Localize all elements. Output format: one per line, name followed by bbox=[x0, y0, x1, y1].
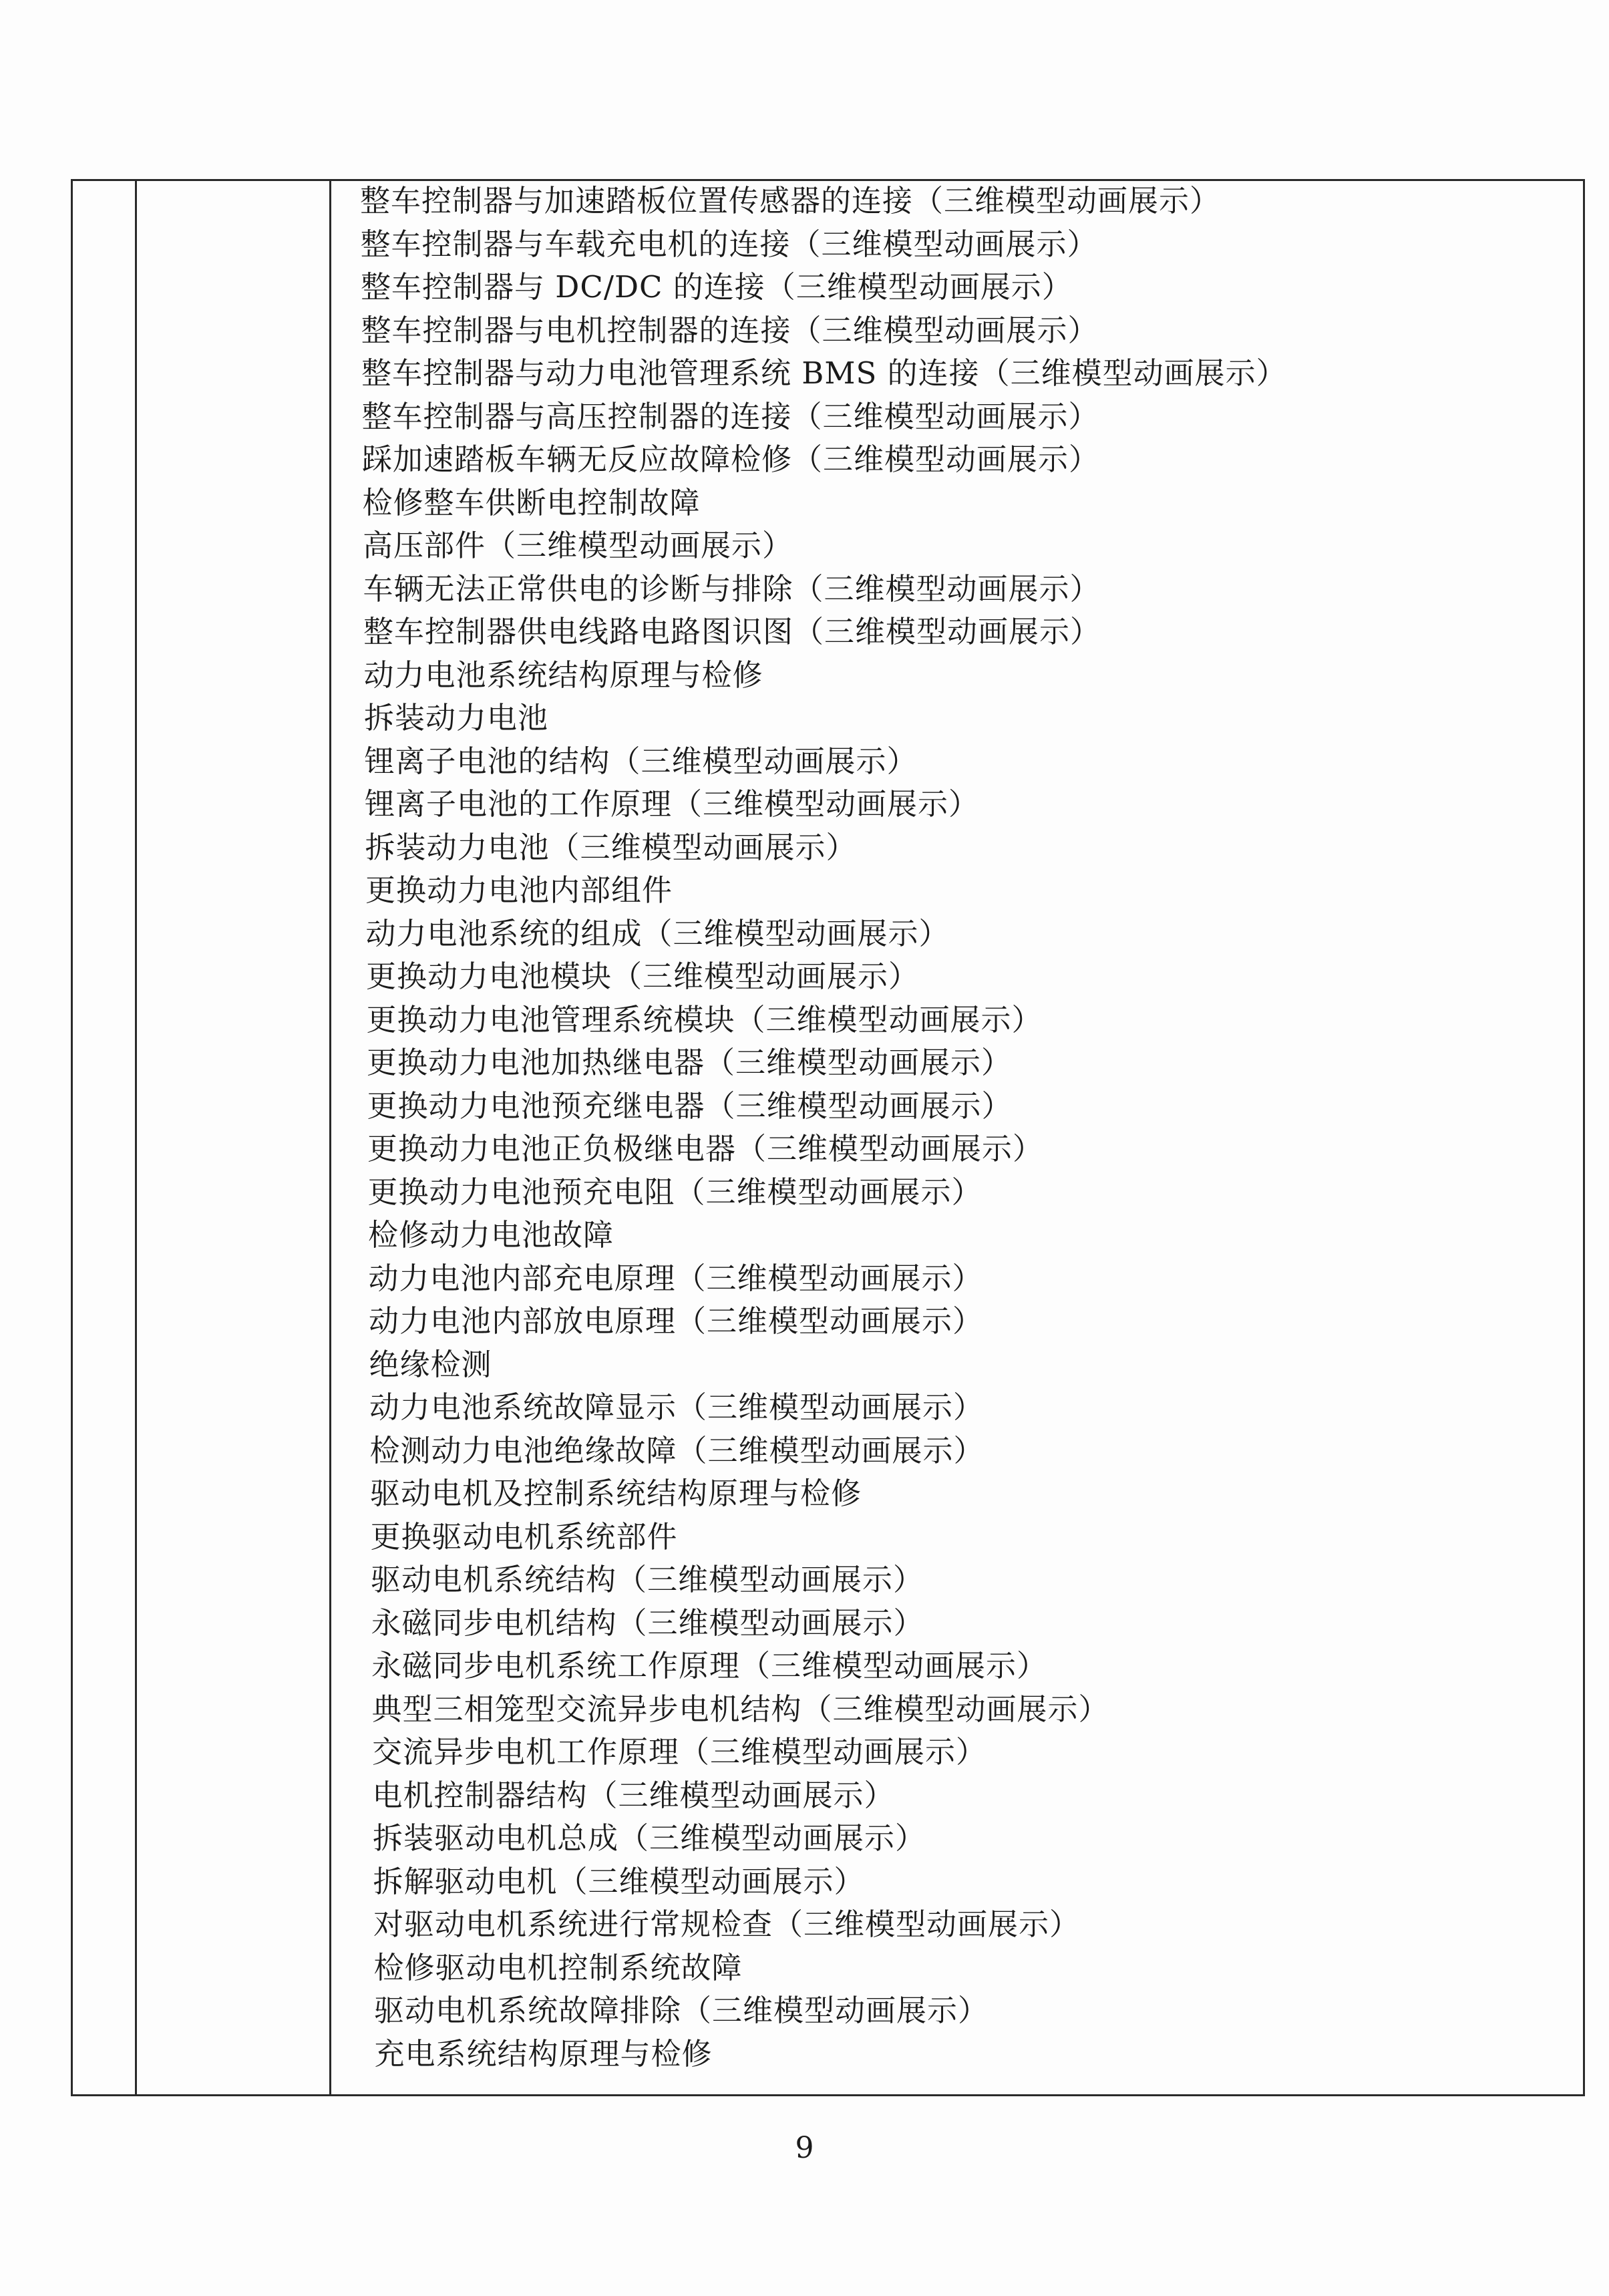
list-item: 整车控制器与 DC/DC 的连接（三维模型动画展示） bbox=[361, 269, 1073, 305]
list-item: 动力电池内部充电原理（三维模型动画展示） bbox=[368, 1260, 983, 1296]
list-item: 更换驱动电机系统部件 bbox=[370, 1518, 678, 1554]
table-column-divider-2 bbox=[329, 181, 331, 2094]
page-number: 9 bbox=[795, 2131, 814, 2165]
list-item: 更换动力电池预充电阻（三维模型动画展示） bbox=[367, 1174, 982, 1210]
list-item: 锂离子电池的工作原理（三维模型动画展示） bbox=[365, 786, 980, 822]
list-item: 更换动力电池加热继电器（三维模型动画展示） bbox=[367, 1045, 1013, 1080]
list-item: 整车控制器与电机控制器的连接（三维模型动画展示） bbox=[361, 312, 1099, 348]
list-item: 永磁同步电机结构（三维模型动画展示） bbox=[371, 1605, 924, 1641]
list-item: 更换动力电池模块（三维模型动画展示） bbox=[366, 959, 920, 994]
list-item: 对驱动电机系统进行常规检查（三维模型动画展示） bbox=[373, 1907, 1081, 1942]
list-item: 拆装驱动电机总成（三维模型动画展示） bbox=[373, 1820, 926, 1856]
list-item: 锂离子电池的结构（三维模型动画展示） bbox=[364, 743, 918, 779]
list-item: 动力电池系统故障显示（三维模型动画展示） bbox=[369, 1389, 985, 1425]
list-item: 典型三相笼型交流异步电机结构（三维模型动画展示） bbox=[371, 1691, 1109, 1727]
list-item: 驱动电机系统故障排除（三维模型动画展示） bbox=[374, 1993, 989, 2028]
list-item: 驱动电机及控制系统结构原理与检修 bbox=[370, 1476, 862, 1511]
list-item: 检修动力电池故障 bbox=[368, 1217, 614, 1253]
list-item: 更换动力电池正负极继电器（三维模型动画展示） bbox=[367, 1131, 1044, 1166]
list-item: 绝缘检测 bbox=[369, 1346, 492, 1382]
list-item: 拆解驱动电机（三维模型动画展示） bbox=[373, 1863, 865, 1899]
table-cell-items bbox=[360, 181, 1556, 2094]
list-item: 车辆无法正常供电的诊断与排除（三维模型动画展示） bbox=[363, 570, 1101, 607]
list-item: 动力电池系统结构原理与检修 bbox=[363, 657, 763, 693]
list-item: 整车控制器与加速踏板位置传感器的连接（三维模型动画展示） bbox=[360, 183, 1221, 218]
list-item: 检修整车供断电控制故障 bbox=[362, 484, 701, 520]
list-item: 更换动力电池内部组件 bbox=[365, 872, 673, 908]
list-item: 整车控制器与车载充电机的连接（三维模型动画展示） bbox=[360, 226, 1098, 262]
list-item: 更换动力电池管理系统模块（三维模型动画展示） bbox=[366, 1001, 1043, 1037]
list-item: 整车控制器供电线路电路图识图（三维模型动画展示） bbox=[363, 614, 1101, 649]
list-item: 更换动力电池预充继电器（三维模型动画展示） bbox=[367, 1088, 1013, 1124]
list-item: 充电系统结构原理与检修 bbox=[374, 2035, 713, 2072]
list-item: 踩加速踏板车辆无反应故障检修（三维模型动画展示） bbox=[362, 442, 1100, 477]
list-item: 检测动力电池绝缘故障（三维模型动画展示） bbox=[369, 1432, 985, 1468]
list-item: 整车控制器与动力电池管理系统 BMS 的连接（三维模型动画展示） bbox=[361, 355, 1287, 391]
list-item: 动力电池内部放电原理（三维模型动画展示） bbox=[369, 1303, 984, 1339]
list-item: 检修驱动电机控制系统故障 bbox=[373, 1949, 743, 1985]
list-item: 电机控制器结构（三维模型动画展示） bbox=[372, 1777, 895, 1813]
content-table bbox=[71, 179, 1585, 2096]
list-item: 驱动电机系统结构（三维模型动画展示） bbox=[371, 1562, 924, 1597]
list-item: 交流异步电机工作原理（三维模型动画展示） bbox=[372, 1734, 987, 1770]
list-item: 永磁同步电机系统工作原理（三维模型动画展示） bbox=[371, 1648, 1048, 1683]
list-item: 动力电池系统的组成（三维模型动画展示） bbox=[365, 915, 950, 951]
table-column-divider-1 bbox=[135, 181, 137, 2094]
list-item: 整车控制器与高压控制器的连接（三维模型动画展示） bbox=[361, 398, 1099, 434]
list-item: 拆装动力电池（三维模型动画展示） bbox=[365, 829, 857, 865]
list-item: 拆装动力电池 bbox=[364, 700, 549, 735]
list-item: 高压部件（三维模型动画展示） bbox=[363, 528, 793, 563]
